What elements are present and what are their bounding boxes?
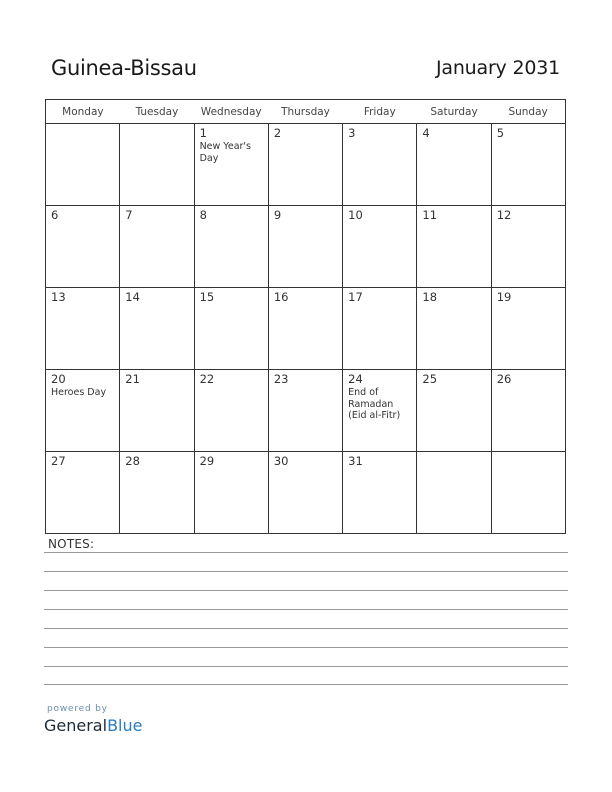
- weekday-thursday: Thursday: [268, 100, 342, 124]
- weekday-wednesday: Wednesday: [194, 100, 268, 124]
- day-number: 23: [273, 372, 289, 386]
- day-cell-4: [417, 124, 491, 206]
- day-cell-empty: [417, 452, 491, 534]
- day-cell-22: [194, 370, 268, 452]
- day-cell-30: [268, 452, 342, 534]
- day-cell-15: [194, 288, 268, 370]
- day-cell-19: [491, 288, 565, 370]
- day-cell-17: [343, 288, 417, 370]
- calendar-grid: [45, 99, 566, 534]
- day-cell-28: [120, 452, 194, 534]
- day-cell-11: [417, 206, 491, 288]
- day-cell-1: [194, 124, 268, 206]
- day-number: 15: [199, 290, 215, 304]
- day-cell-5: [491, 124, 565, 206]
- week-row-1: [46, 124, 566, 206]
- day-cell-13: [46, 288, 120, 370]
- day-number: 21: [125, 372, 140, 386]
- day-cell-21: [120, 370, 194, 452]
- day-cell-3: [343, 124, 417, 206]
- day-cell-empty: [491, 452, 565, 534]
- week-row-3: [46, 288, 566, 370]
- day-number: 25: [422, 372, 438, 386]
- day-number: 27: [51, 454, 66, 468]
- day-number: 7: [125, 208, 133, 222]
- day-number: 29: [199, 454, 215, 468]
- day-number: 8: [199, 208, 207, 222]
- day-number: 19: [496, 290, 512, 304]
- day-cell-empty: [46, 124, 120, 206]
- day-cell-2: [268, 124, 342, 206]
- day-cell-14: [120, 288, 194, 370]
- day-number: 14: [125, 290, 140, 304]
- powered-by-text: powered by: [47, 704, 108, 714]
- day-number: 20: [51, 372, 66, 386]
- day-number: 5: [496, 126, 505, 140]
- notes-line: [44, 628, 568, 629]
- day-number: 3: [348, 126, 356, 140]
- holiday-text-line: Day: [199, 152, 219, 164]
- day-cell-7: [120, 206, 194, 288]
- day-cell-23: [268, 370, 342, 452]
- week-row-4: [46, 370, 566, 452]
- day-cell-8: [194, 206, 268, 288]
- day-number: 18: [422, 290, 438, 304]
- day-cell-24: [343, 370, 417, 452]
- notes-line: [44, 590, 568, 591]
- notes-line: [44, 647, 568, 648]
- brand-blue: Blue: [107, 716, 143, 735]
- day-number: 31: [348, 454, 363, 468]
- day-number: 4: [422, 126, 430, 140]
- day-number: 26: [496, 372, 512, 386]
- notes-line: [44, 552, 568, 553]
- day-cell-25: [417, 370, 491, 452]
- day-number: 24: [348, 372, 363, 386]
- day-cell-empty: [120, 124, 194, 206]
- day-cell-12: [491, 206, 565, 288]
- day-number: 9: [273, 208, 282, 222]
- day-cell-20: [46, 370, 120, 452]
- day-cell-16: [268, 288, 342, 370]
- holiday-text-line: End of: [348, 387, 379, 398]
- day-cell-10: [343, 206, 417, 288]
- notes-label: NOTES:: [48, 537, 95, 551]
- holiday-text-line: Ramadan: [348, 398, 394, 410]
- day-number: 11: [422, 208, 438, 222]
- notes-line: [44, 571, 568, 572]
- day-cell-27: [46, 452, 120, 534]
- day-number: 10: [348, 208, 363, 222]
- weekday-saturday: Saturday: [417, 100, 491, 124]
- brand-general: General: [44, 716, 108, 735]
- notes-line: [44, 609, 568, 610]
- day-cell-31: [343, 452, 417, 534]
- generalblue-logo: [44, 716, 142, 735]
- holiday-text-line: (Eid al-Fitr): [348, 410, 401, 421]
- week-row-5: [46, 452, 566, 534]
- day-cell-26: [491, 370, 565, 452]
- day-number: 1: [199, 126, 207, 140]
- holiday-text-line: New Year's: [199, 141, 251, 152]
- week-row-2: [46, 206, 566, 288]
- holiday-new-years-day: [200, 141, 263, 164]
- weekday-friday: Friday: [343, 100, 417, 124]
- notes-line: [44, 666, 568, 667]
- day-number: 30: [273, 454, 289, 468]
- weekday-monday: Monday: [46, 100, 120, 124]
- weekday-tuesday: Tuesday: [120, 100, 194, 124]
- day-cell-9: [268, 206, 342, 288]
- day-number: 28: [125, 454, 140, 468]
- day-number: 2: [273, 126, 282, 140]
- holiday-end-of-ramadan: [348, 387, 411, 422]
- day-number: 22: [199, 372, 215, 386]
- notes-line: [44, 684, 568, 685]
- weekday-header-row: [46, 100, 566, 124]
- holiday-heroes-day: Heroes Day: [51, 387, 107, 398]
- weekday-sunday: Sunday: [491, 100, 565, 124]
- day-number: 17: [348, 290, 363, 304]
- day-number: 16: [273, 290, 289, 304]
- month-title: January 2031: [435, 57, 560, 79]
- day-number: 13: [51, 290, 66, 304]
- day-cell-29: [194, 452, 268, 534]
- day-number: 12: [496, 208, 512, 222]
- day-cell-6: [46, 206, 120, 288]
- country-title: Guinea-Bissau: [51, 56, 197, 80]
- day-number: 6: [51, 208, 59, 222]
- day-cell-18: [417, 288, 491, 370]
